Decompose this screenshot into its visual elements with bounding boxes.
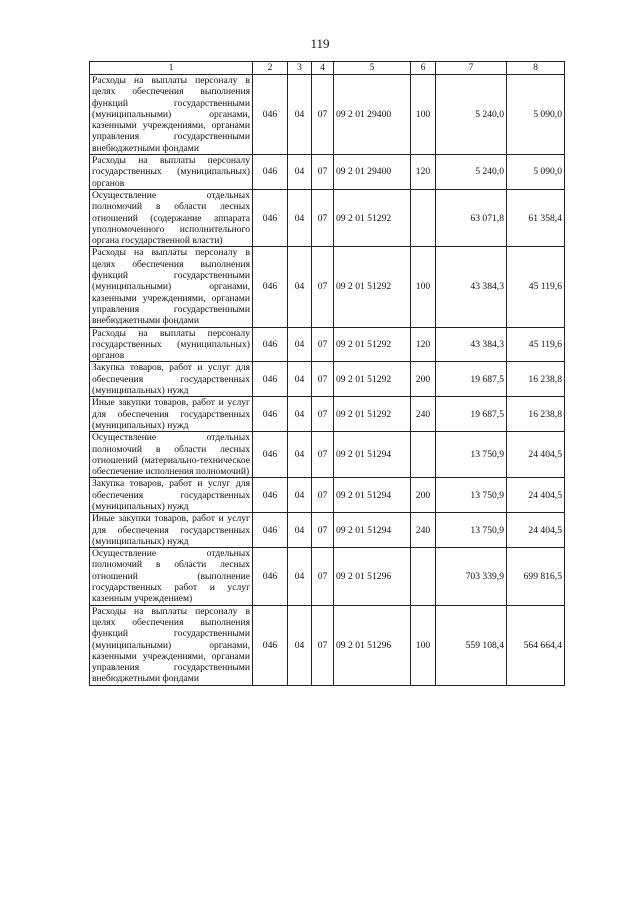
- subsection-code-cell: 07: [312, 548, 334, 605]
- ministry-code-cell: 046: [253, 327, 288, 362]
- expense-name-cell: Расходы на выплаты персоналу в целях обеспечения выполнения функций государственными (муниципальными) органами, казенными учреждениями, органами управления государственными внебюджетными фондами: [90, 75, 253, 155]
- target-article-cell: 09 2 01 51292: [334, 189, 411, 246]
- target-article-cell: 09 2 01 51296: [334, 605, 411, 685]
- ministry-code-cell: 046: [253, 189, 288, 246]
- target-article-cell: 09 2 01 51294: [334, 432, 411, 478]
- target-article-cell: 09 2 01 29400: [334, 75, 411, 155]
- ministry-code-cell: 046: [253, 548, 288, 605]
- ministry-code-cell: 046: [253, 362, 288, 397]
- expense-type-cell: 120: [411, 327, 436, 362]
- amount-year1-cell: 19 687,5: [436, 362, 507, 397]
- table-row: [90, 362, 565, 397]
- amount-year1-cell: 703 339,9: [436, 548, 507, 605]
- header-col-5: 5: [334, 62, 411, 75]
- section-code-cell: 04: [288, 548, 312, 605]
- amount-year2-cell: 61 358,4: [507, 189, 565, 246]
- subsection-code-cell: 07: [312, 397, 334, 432]
- expense-name-cell: Расходы на выплаты персоналу в целях обеспечения выполнения функций государственными (муниципальными) органами, казенными учреждениями, органами управления государственными внебюджетными фондами: [90, 605, 253, 685]
- amount-year2-cell: 24 404,5: [507, 478, 565, 513]
- amount-year1-cell: 13 750,9: [436, 432, 507, 478]
- section-code-cell: 04: [288, 75, 312, 155]
- table-row: [90, 513, 565, 548]
- header-col-4: 4: [312, 62, 334, 75]
- section-code-cell: 04: [288, 155, 312, 190]
- table-row: [90, 432, 565, 478]
- ministry-code-cell: 046: [253, 478, 288, 513]
- expense-name-cell: Осуществление отдельных полномочий в области лесных отношений (содержание аппарата уполномоченного исполнительного органа государственной власти): [90, 189, 253, 246]
- amount-year1-cell: 559 108,4: [436, 605, 507, 685]
- expense-type-cell: 100: [411, 247, 436, 327]
- subsection-code-cell: 07: [312, 432, 334, 478]
- ministry-code-cell: 046: [253, 247, 288, 327]
- page-number: 119: [310, 36, 330, 51]
- ministry-code-cell: 046: [253, 513, 288, 548]
- table-row: [90, 189, 565, 246]
- subsection-code-cell: 07: [312, 327, 334, 362]
- target-article-cell: 09 2 01 29400: [334, 155, 411, 190]
- table-row: [90, 75, 565, 155]
- target-article-cell: 09 2 01 51294: [334, 478, 411, 513]
- ministry-code-cell: 046: [253, 605, 288, 685]
- amount-year2-cell: 45 119,6: [507, 247, 565, 327]
- ministry-code-cell: 046: [253, 75, 288, 155]
- table-row: [90, 478, 565, 513]
- amount-year2-cell: 24 404,5: [507, 432, 565, 478]
- expense-type-cell: 200: [411, 362, 436, 397]
- expense-name-cell: Расходы на выплаты персоналу государственных (муниципальных) органов: [90, 155, 253, 190]
- expense-name-cell: Закупка товаров, работ и услуг для обеспечения государственных (муниципальных) нужд: [90, 362, 253, 397]
- subsection-code-cell: 07: [312, 513, 334, 548]
- expense-type-cell: 100: [411, 75, 436, 155]
- section-code-cell: 04: [288, 189, 312, 246]
- amount-year2-cell: 16 238,8: [507, 397, 565, 432]
- target-article-cell: 09 2 01 51292: [334, 247, 411, 327]
- section-code-cell: 04: [288, 478, 312, 513]
- target-article-cell: 09 2 01 51294: [334, 513, 411, 548]
- expense-type-cell: 200: [411, 478, 436, 513]
- header-col-8: 8: [507, 62, 565, 75]
- subsection-code-cell: 07: [312, 478, 334, 513]
- amount-year2-cell: 5 090,0: [507, 75, 565, 155]
- section-code-cell: 04: [288, 513, 312, 548]
- target-article-cell: 09 2 01 51292: [334, 362, 411, 397]
- amount-year1-cell: 43 384,3: [436, 327, 507, 362]
- expense-type-cell: 240: [411, 397, 436, 432]
- expense-type-cell: [411, 189, 436, 246]
- amount-year1-cell: 43 384,3: [436, 247, 507, 327]
- amount-year1-cell: 63 071,8: [436, 189, 507, 246]
- subsection-code-cell: 07: [312, 75, 334, 155]
- section-code-cell: 04: [288, 397, 312, 432]
- expense-type-cell: 100: [411, 605, 436, 685]
- expense-type-cell: 120: [411, 155, 436, 190]
- subsection-code-cell: 07: [312, 605, 334, 685]
- header-row: [90, 62, 565, 75]
- expense-type-cell: [411, 548, 436, 605]
- expense-name-cell: Осуществление отдельных полномочий в области лесных отношений (материально-техническое обеспечение исполнения полномочий): [90, 432, 253, 478]
- section-code-cell: 04: [288, 432, 312, 478]
- amount-year1-cell: 13 750,9: [436, 478, 507, 513]
- header-col-1: 1: [90, 62, 253, 75]
- subsection-code-cell: 07: [312, 155, 334, 190]
- subsection-code-cell: 07: [312, 362, 334, 397]
- table-row: [90, 327, 565, 362]
- header-col-6: 6: [411, 62, 436, 75]
- amount-year2-cell: 45 119,6: [507, 327, 565, 362]
- expense-name-cell: Расходы на выплаты персоналу государственных (муниципальных) органов: [90, 327, 253, 362]
- table-row: [90, 397, 565, 432]
- subsection-code-cell: 07: [312, 247, 334, 327]
- amount-year1-cell: 13 750,9: [436, 513, 507, 548]
- ministry-code-cell: 046: [253, 432, 288, 478]
- table-row: [90, 548, 565, 605]
- amount-year2-cell: 564 664,4: [507, 605, 565, 685]
- ministry-code-cell: 046: [253, 155, 288, 190]
- section-code-cell: 04: [288, 247, 312, 327]
- target-article-cell: 09 2 01 51296: [334, 548, 411, 605]
- section-code-cell: 04: [288, 605, 312, 685]
- amount-year2-cell: 699 816,5: [507, 548, 565, 605]
- header-col-2: 2: [253, 62, 288, 75]
- amount-year2-cell: 16 238,8: [507, 362, 565, 397]
- expense-name-cell: Закупка товаров, работ и услуг для обеспечения государственных (муниципальных) нужд: [90, 478, 253, 513]
- expense-type-cell: 240: [411, 513, 436, 548]
- ministry-code-cell: 046: [253, 397, 288, 432]
- expense-name-cell: Осуществление отдельных полномочий в области лесных отношений (выполнение государственных работ и услуг казенным учреждением): [90, 548, 253, 605]
- target-article-cell: 09 2 01 51292: [334, 327, 411, 362]
- header-col-3: 3: [288, 62, 312, 75]
- amount-year1-cell: 5 240,0: [436, 75, 507, 155]
- expense-name-cell: Иные закупки товаров, работ и услуг для обеспечения государственных (муниципальных) нужд: [90, 397, 253, 432]
- table-row: [90, 155, 565, 190]
- amount-year2-cell: 24 404,5: [507, 513, 565, 548]
- amount-year1-cell: 5 240,0: [436, 155, 507, 190]
- amount-year2-cell: 5 090,0: [507, 155, 565, 190]
- table-row: [90, 605, 565, 685]
- expense-type-cell: [411, 432, 436, 478]
- target-article-cell: 09 2 01 51292: [334, 397, 411, 432]
- table-row: [90, 247, 565, 327]
- section-code-cell: 04: [288, 362, 312, 397]
- subsection-code-cell: 07: [312, 189, 334, 246]
- budget-table: [89, 61, 565, 686]
- expense-name-cell: Иные закупки товаров, работ и услуг для обеспечения государственных (муниципальных) нужд: [90, 513, 253, 548]
- header-col-7: 7: [436, 62, 507, 75]
- section-code-cell: 04: [288, 327, 312, 362]
- expense-name-cell: Расходы на выплаты персоналу в целях обеспечения выполнения функций государственными (муниципальными) органами, казенными учреждениями, органами управления государственными внебюджетными фондами: [90, 247, 253, 327]
- amount-year1-cell: 19 687,5: [436, 397, 507, 432]
